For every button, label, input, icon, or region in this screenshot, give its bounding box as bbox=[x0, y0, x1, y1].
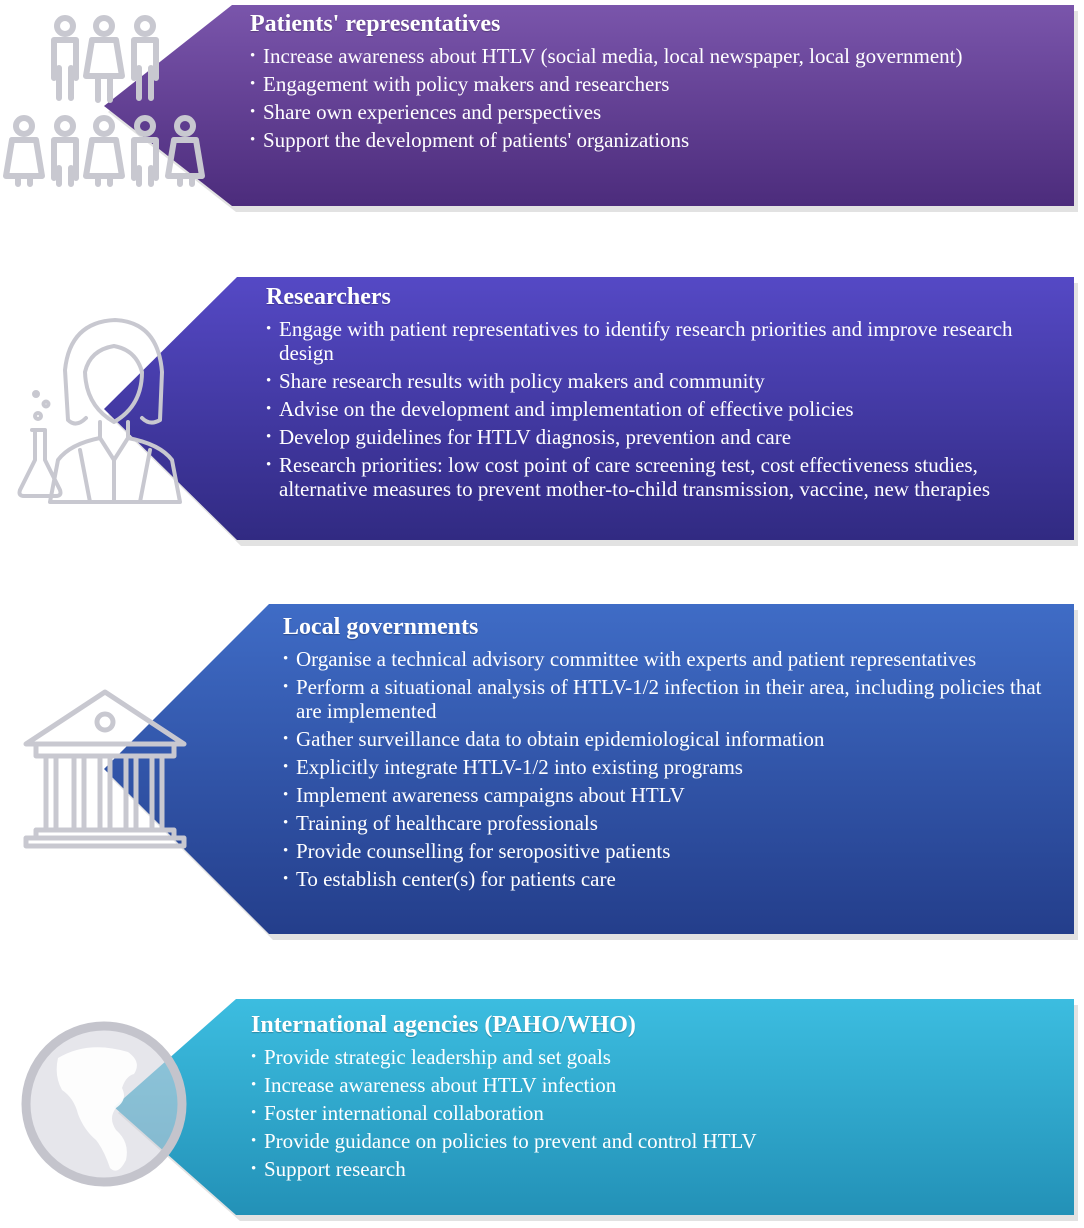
globe-icon bbox=[18, 1018, 190, 1190]
list-item: • Increase awareness about HTLV infection bbox=[251, 1073, 1066, 1097]
list-item: • Support the development of patients' organizations bbox=[250, 128, 1060, 152]
people-group-icon bbox=[2, 8, 202, 188]
list-item: • Perform a situational analysis of HTLV-1/2 infection in their area, including policies that are implemented bbox=[283, 675, 1068, 723]
panel-title: Patients' representatives bbox=[250, 11, 501, 37]
item-list bbox=[283, 647, 1068, 891]
panel-patients-representatives bbox=[0, 0, 1084, 212]
list-item: • Support research bbox=[251, 1157, 1066, 1181]
panel-content bbox=[283, 613, 1068, 895]
list-item: • Share research results with policy makers and community bbox=[266, 369, 1066, 393]
list-item: • Training of healthcare professionals bbox=[283, 811, 1068, 835]
list-item: • Engage with patient representatives to identify research priorities and improve research design bbox=[266, 317, 1066, 365]
panel-researchers bbox=[0, 270, 1084, 546]
list-item: • Share own experiences and perspectives bbox=[250, 100, 1060, 124]
list-item: • Research priorities: low cost point of care screening test, cost effectiveness studies, alternative measures to prevent mother-to-child transmission, vaccine, new therapies bbox=[266, 453, 1066, 501]
list-item: • To establish center(s) for patients care bbox=[283, 867, 1068, 891]
list-item: • Advise on the development and implementation of effective policies bbox=[266, 397, 1066, 421]
panel-content bbox=[251, 1011, 1066, 1185]
government-building-icon bbox=[22, 686, 188, 848]
panel-international-agencies bbox=[0, 996, 1084, 1221]
item-list bbox=[251, 1045, 1066, 1181]
item-list bbox=[250, 44, 1060, 152]
panel-local-governments bbox=[0, 600, 1084, 940]
list-item: • Gather surveillance data to obtain epidemiological information bbox=[283, 727, 1068, 751]
list-item: • Provide strategic leadership and set goals bbox=[251, 1045, 1066, 1069]
list-item: • Provide guidance on policies to prevent and control HTLV bbox=[251, 1129, 1066, 1153]
list-item: • Develop guidelines for HTLV diagnosis, prevention and care bbox=[266, 425, 1066, 449]
list-item: • Increase awareness about HTLV (social media, local newspaper, local government) bbox=[250, 44, 1060, 68]
list-item: • Engagement with policy makers and researchers bbox=[250, 72, 1060, 96]
item-list bbox=[266, 317, 1066, 501]
panel-title: Researchers bbox=[266, 284, 391, 310]
list-item: • Provide counselling for seropositive patients bbox=[283, 839, 1068, 863]
list-item: • Explicitly integrate HTLV-1/2 into existing programs bbox=[283, 755, 1068, 779]
list-item: • Organise a technical advisory committee with experts and patient representatives bbox=[283, 647, 1068, 671]
researcher-icon bbox=[10, 310, 210, 510]
list-item: • Implement awareness campaigns about HTLV bbox=[283, 783, 1068, 807]
panel-content bbox=[250, 10, 1060, 156]
panel-content bbox=[266, 283, 1066, 505]
panel-title: International agencies (PAHO/WHO) bbox=[251, 1012, 636, 1038]
list-item: • Foster international collaboration bbox=[251, 1101, 1066, 1125]
panel-title: Local governments bbox=[283, 614, 479, 640]
